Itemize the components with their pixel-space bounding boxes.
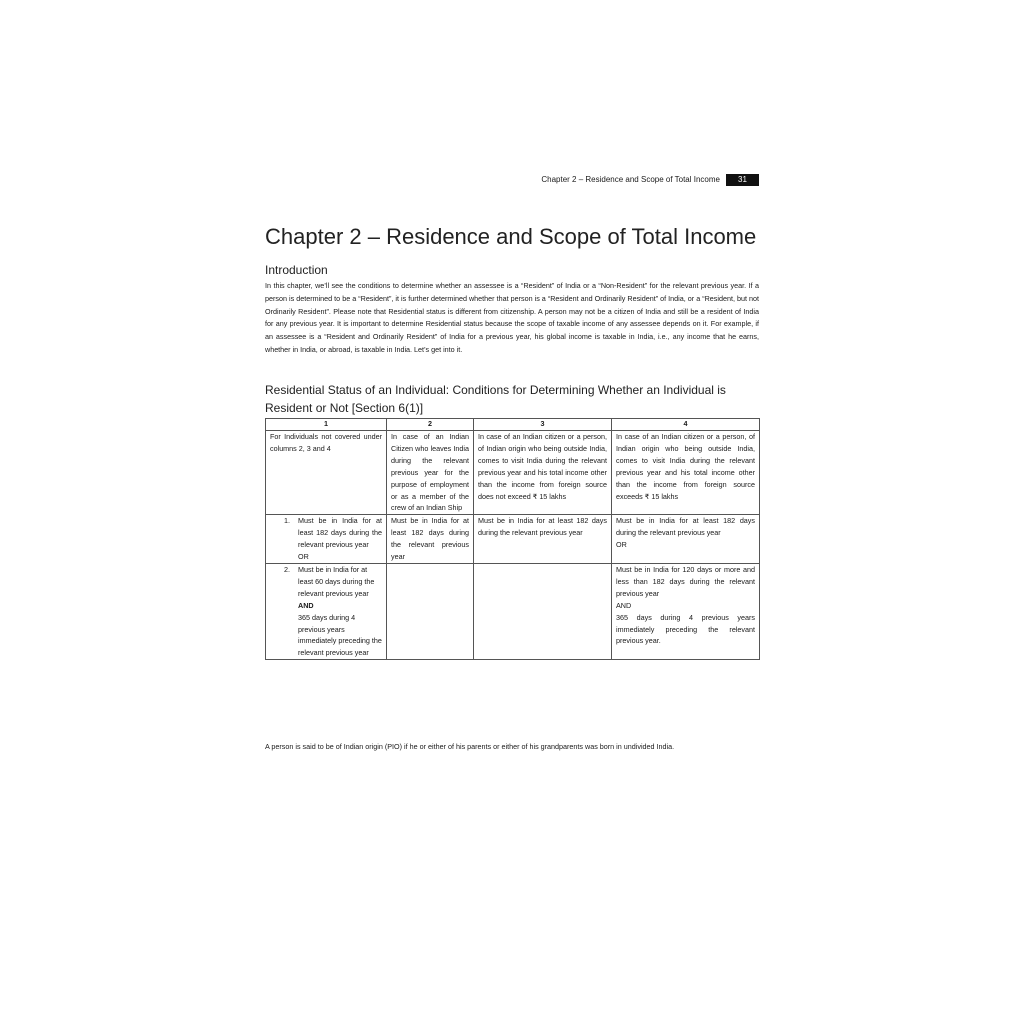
cell-applicability-col3: In case of an Indian citizen or a person, of Indian origin who being outside India, comes to visit India during the relevant previous year and his total income other than the income from foreign source does not exceed ₹ 15 lakhs — [474, 431, 612, 515]
column-header-1: 1 — [266, 419, 387, 431]
column-header-4: 4 — [612, 419, 760, 431]
cell-applicability-col1: For Individuals not covered under columns 2, 3 and 4 — [266, 431, 387, 515]
cell-applicability-col4: In case of an Indian citizen or a person, of Indian origin who being outside India, comes to visit India during the relevant previous year and his total income other than the income from foreign source exceeds ₹ 15 lakhs — [612, 431, 760, 515]
condition-text: Must be in India for at least 182 days during the relevant previous year — [616, 516, 755, 538]
chapter-title: Chapter 2 – Residence and Scope of Total Income — [265, 224, 757, 249]
table-header-row — [266, 419, 760, 431]
page-number: 31 — [726, 174, 759, 186]
condition-text: 365 days during 4 previous years immediately preceding the relevant previous year. — [616, 612, 755, 646]
cell-condition2-col3 — [474, 563, 612, 659]
cell-condition2-col2 — [387, 563, 474, 659]
introduction-heading: Introduction — [265, 263, 328, 277]
condition-text: 365 days during 4 previous years immediately preceding the relevant previous year — [298, 612, 382, 658]
condition-text: Must be in India for 120 days or more and less than 182 days during the relevant previous year — [616, 564, 755, 598]
table-row-condition-1 — [266, 515, 760, 564]
cell-condition2-col4 — [612, 563, 760, 659]
cell-condition1-col4 — [612, 515, 760, 564]
cell-condition1-col1 — [266, 515, 387, 564]
running-title: Chapter 2 – Residence and Scope of Total Income — [541, 175, 720, 184]
column-header-2: 2 — [387, 419, 474, 431]
cell-condition1-col2: Must be in India for at least 182 days during the relevant previous year — [387, 515, 474, 564]
cell-condition2-col1 — [266, 563, 387, 659]
condition-text: Must be in India for at least 182 days during the relevant previous year — [298, 516, 382, 550]
running-header — [541, 174, 759, 186]
section-heading: Residential Status of an Individual: Conditions for Determining Whether an Individual is Resident or Not [Section 6(1)] — [265, 383, 726, 415]
condition-number: 2. — [284, 564, 290, 574]
condition-or: OR — [298, 552, 309, 562]
footnote: A person is said to be of Indian origin (PIO) if he or either of his parents or either of his grandparents was born in undivided India. — [265, 742, 675, 751]
cell-applicability-col2: In case of an Indian Citizen who leaves India during the relevant previous year for the purpose of employment or as a member of the crew of an Indian Ship — [387, 431, 474, 515]
table-row-applicability — [266, 431, 760, 515]
cell-condition1-col3: Must be in India for at least 182 days during the relevant previous year — [474, 515, 612, 564]
condition-text: Must be in India for at least 60 days during the relevant previous year — [298, 564, 375, 598]
condition-or: OR — [616, 540, 627, 550]
introduction-paragraph: In this chapter, we’ll see the conditions to determine whether an assessee is a “Resident” of India or a “Non-Resident” for the relevant previous year. If a person is determined to be a “Resident”, it is further determined whether that person is a “Resident and Ordinarily Resident” of India, or a “Resident, but not Ordinarily Resident”. Please note that Residential status is different from citizenship. A person may not be a citizen of India and still be a resident of India for any previous year. It is important to determine Residential status because the scope of taxable income of any assessee depends on it. For example, if an assessee is a “Resident and Ordinarily Resident” of India for a previous year, his global income is taxable in India, i.e., any income that he earns, whether in India, or abroad, is taxable in India. Let’s get into it. — [265, 281, 759, 354]
condition-number: 1. — [284, 516, 290, 526]
condition-and: AND — [298, 600, 314, 610]
condition-and: AND — [616, 600, 632, 610]
residential-status-table — [265, 418, 760, 660]
table-row-condition-2 — [266, 563, 760, 659]
column-header-3: 3 — [474, 419, 612, 431]
